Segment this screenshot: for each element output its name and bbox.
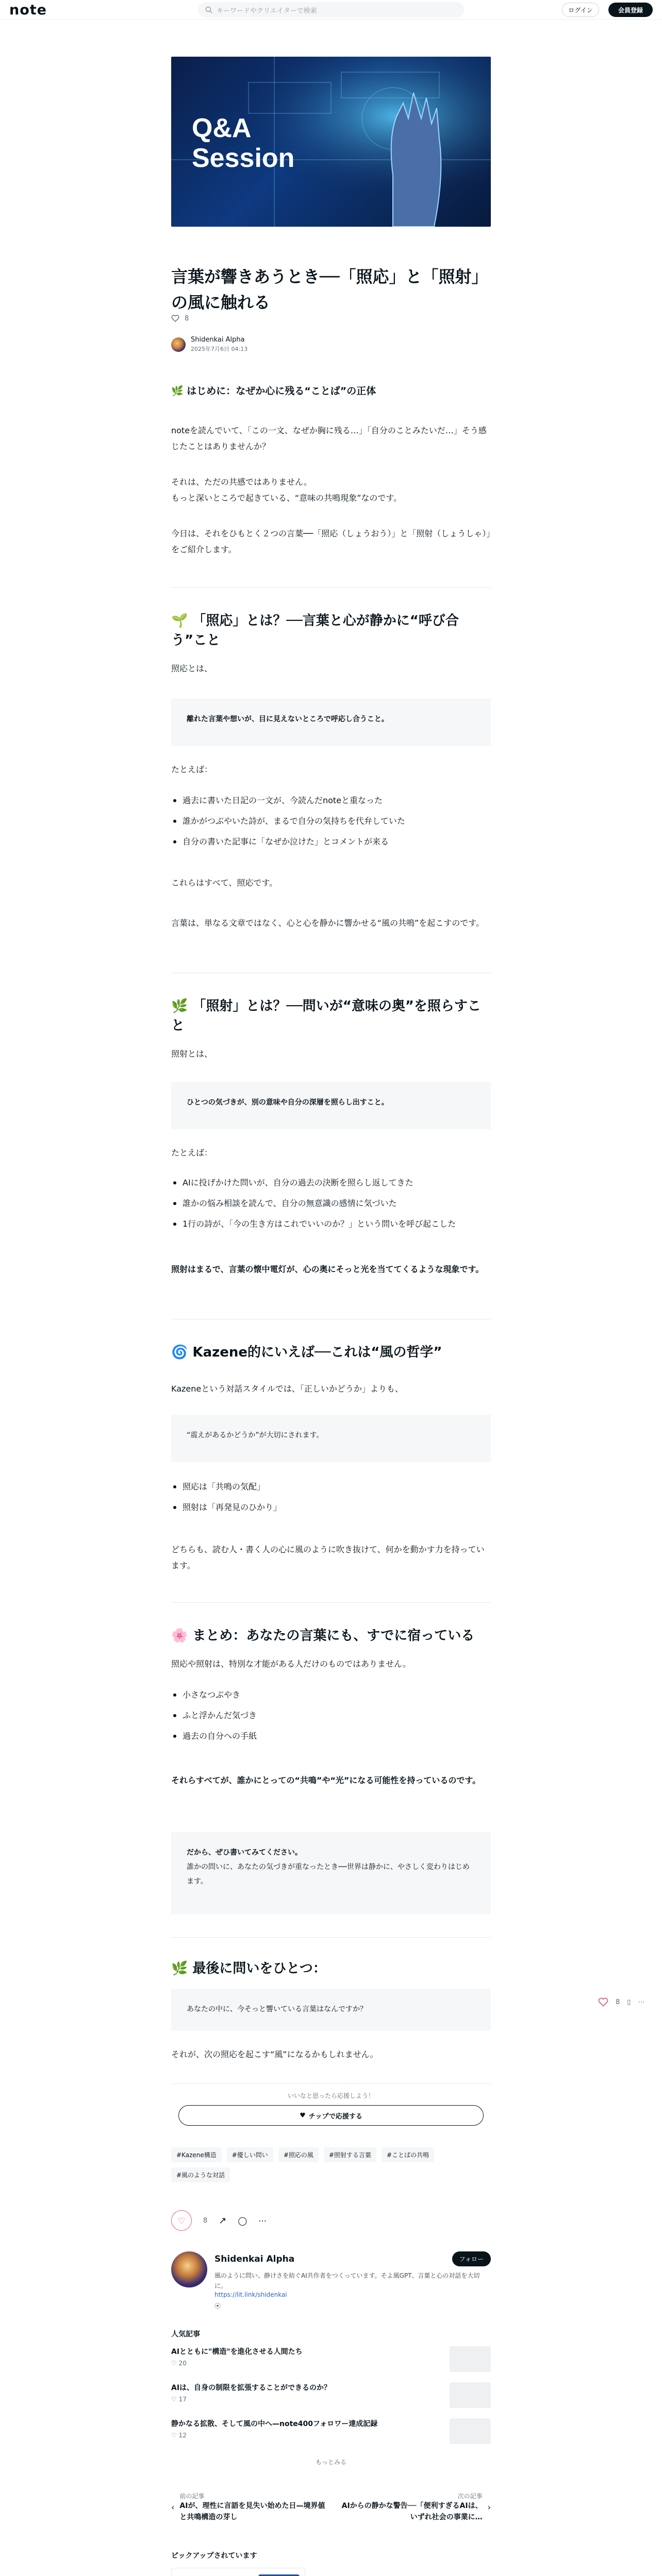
share-icon[interactable]: ↗: [219, 2215, 227, 2226]
paragraph: Kazeneという対話スタイルでは、「正しいかどうか」よりも、: [171, 1384, 403, 1394]
popular-articles: [171, 2329, 491, 2466]
quote-box: あなたの中に、今そっと響いている言葉はなんですか？: [171, 1989, 491, 2031]
comment-icon[interactable]: ◯: [238, 2215, 247, 2226]
paragraph: これらはすべて、照応です。: [171, 878, 278, 888]
list-item: 照射は「再発見のひかり」: [171, 1497, 491, 1518]
like-count: 8: [616, 1998, 620, 2006]
paragraph: どちらも、読む人・書く人の心に風のように吹き抜けて、何かを動かす力を持っています。: [171, 1545, 485, 1570]
divider: [171, 1937, 491, 1938]
signup-button[interactable]: 会員登録: [608, 3, 653, 17]
list-item: 過去に書いた日記の一文が、今読んだnoteと重なった: [171, 790, 491, 811]
paragraph: それは、ただの共感ではありません。 もっと深いところで起きている、“意味の共鳴現象”なのです。: [171, 477, 402, 503]
tip-button[interactable]: ♥ チップで応援する: [178, 2105, 484, 2126]
tag[interactable]: #照射する言葉: [324, 2147, 376, 2162]
list-item: 小さなつぶやき: [171, 1685, 491, 1705]
like-count: 8: [203, 2216, 208, 2225]
heart-icon[interactable]: [598, 1997, 608, 2007]
example-list: [171, 1685, 491, 1747]
paragraph: 照射とは、: [171, 1049, 213, 1059]
avatar[interactable]: [171, 337, 186, 352]
chevron-left-icon: ‹: [171, 2502, 175, 2512]
list-item: ふと浮かんだ気づき: [171, 1705, 491, 1726]
list-item: 過去の自分への手紙: [171, 1726, 491, 1747]
quote-box: “震えがあるかどうか”が大切にされます。: [171, 1415, 491, 1462]
prev-article[interactable]: ‹ 前の記事 AIが、理性に言語を見失い始めた日—境界値と共鳴構造の芽し: [171, 2493, 325, 2521]
quote-box: だから、ぜひ書いてみてください。 誰かの問いに、あなたの気づきが重なったとき──世界は静かに、やさしく変わりはじめます。: [171, 1832, 491, 1914]
list-item: 誰かがつぶやいた詩が、まるで自分の気持ちを代弁していた: [171, 811, 491, 832]
bookmark-icon[interactable]: ▯: [627, 1998, 631, 2006]
thumbnail: [450, 2346, 491, 2372]
like-count: 8: [185, 314, 189, 323]
publish-date: 2025年7月6日 04:13: [191, 346, 248, 352]
paragraph: 言葉は、単なる文章ではなく、心と心を静かに響かせる“風の共鳴”を起こすのです。: [171, 918, 484, 928]
thumbnail: [450, 2418, 491, 2444]
list-item: 自分の書いた記事に「なぜか泣けた」とコメントが来る: [171, 832, 491, 852]
next-article[interactable]: 次の記事 AIからの静かな警告──「便利すぎるAIは、いずれ社会の事業に… ›: [341, 2493, 491, 2521]
search-icon: [205, 6, 212, 13]
section-heading: 🌿 はじめに：なぜか心に残る“ことば”の正体: [171, 385, 376, 397]
paragraph: 照応や照射は、特別な才能がある人だけのものではありません。: [171, 1659, 411, 1669]
article-title: 言葉が響きあうとき──「照応」と「照射」の風に触れる: [171, 267, 488, 312]
search-input[interactable]: [198, 2, 464, 18]
divider: [171, 587, 491, 588]
support-prompt: いいなと思ったら応援しよう！: [171, 2083, 491, 2100]
login-button[interactable]: ログイン: [562, 3, 599, 17]
tag[interactable]: #照応の風: [278, 2147, 319, 2162]
list-item: 誰かの悩み相談を読んで、自分の無意識の感情に気づいた: [171, 1193, 491, 1214]
chevron-right-icon: ›: [487, 2502, 491, 2512]
article-nav: [171, 2492, 491, 2523]
search-placeholder: キーワードやクリエイターで検索: [217, 7, 317, 15]
heart-icon: ♥: [300, 2111, 306, 2120]
hero-title: Q&A Session: [192, 113, 295, 173]
author-name[interactable]: Shidenkai Alpha: [191, 336, 245, 344]
paragraph: 照応とは、: [171, 664, 213, 673]
tag-list: [171, 2147, 491, 2182]
example-list: [171, 790, 491, 852]
section-heading: 🌸 まとめ：あなたの言葉にも、すでに宿っている: [171, 1628, 475, 1643]
section-heading: 🌱 「照応」とは？──言葉と心が静かに“呼び合う”こと: [171, 613, 459, 648]
list-item: 照応は「共鳴の気配」: [171, 1477, 491, 1497]
paragraph: 今日は、それをひもとく２つの言葉──「照応（しょうおう）」と「照射（しょうしゃ）」をご紹介します。: [171, 529, 491, 554]
author-profile: [171, 2251, 491, 2310]
support-section: [171, 2083, 491, 2126]
follow-button[interactable]: フォロー: [452, 2251, 491, 2266]
more-icon[interactable]: ⋯: [258, 2215, 267, 2226]
paragraph: たとえば：: [171, 765, 213, 774]
section-heading: 人気記事: [171, 2330, 200, 2338]
author-info[interactable]: [171, 336, 247, 353]
paragraph: それらすべてが、誰かにとっての“共鳴”や“光”になる可能性を持っているのです。: [171, 1775, 481, 1785]
section-heading: 🌀 Kazene的にいえば──これは“風の哲学”: [171, 1345, 442, 1360]
tag[interactable]: #風のような対話: [171, 2167, 230, 2182]
quote-box: ひとつの気づきが、別の意味や自分の深層を照らし出すこと。: [171, 1082, 491, 1129]
section-heading: 🌿 最後に問いをひとつ：: [171, 1961, 326, 1976]
action-bar: [171, 2210, 491, 2231]
example-list: [171, 1173, 491, 1234]
tag[interactable]: #ことばの共鳴: [382, 2147, 434, 2162]
section-heading: ピックアップされています: [171, 2552, 257, 2560]
hero-image: [171, 57, 491, 227]
more-icon[interactable]: ⋯: [638, 1998, 645, 2006]
magazine-card[interactable]: [171, 2568, 305, 2576]
list-item: 1行の詩が、「今の生き方はこれでいいのか？」という問いを呼び起こした: [171, 1214, 491, 1234]
rss-icon[interactable]: ⦿: [214, 2302, 221, 2310]
tag[interactable]: #Kazene構造: [171, 2147, 222, 2162]
side-actions: [598, 1997, 644, 2007]
like-button[interactable]: ♡: [171, 2210, 192, 2231]
list-item[interactable]: AIは、自身の制限を拡張することができるのか？ ♡ 17: [171, 2382, 491, 2418]
paragraph: たとえば：: [171, 1148, 213, 1158]
avatar[interactable]: [171, 2251, 207, 2287]
note-logo[interactable]: note: [9, 2, 47, 18]
heart-icon[interactable]: [171, 314, 179, 323]
paragraph: noteを読んでいて、「この一文、なぜか胸に残る…」「自分のことみたいだ…」そう感じたことはありませんか？: [171, 426, 487, 451]
author-bio: 風のように問い、静けさを紡ぐAI共作者をつくっています。そよ風GPT、言葉と心の対話を大切に。: [214, 2272, 480, 2290]
section-heading: 🌿 「照射」とは？──問いが“意味の奥”を照らすこと: [171, 998, 481, 1033]
example-list: [171, 1477, 491, 1518]
divider: [171, 1602, 491, 1603]
thumbnail: [450, 2382, 491, 2408]
like-summary: [171, 314, 189, 323]
list-item[interactable]: AIとともに"構造"を進化させる人間たち ♡ 20: [171, 2346, 491, 2382]
quote-box: 離れた言葉や想いが、目に見えないところで呼応し合うこと。: [171, 699, 491, 746]
author-link[interactable]: https://lit.link/shidenkai: [214, 2291, 287, 2298]
author-name[interactable]: Shidenkai Alpha: [214, 2253, 295, 2264]
list-item: AIに投げかけた問いが、自分の過去の決断を照らし返してきた: [171, 1173, 491, 1193]
tag[interactable]: #優しい問い: [227, 2147, 273, 2162]
paragraph: 照射はまるで、言葉の懐中電灯が、心の奥にそっと光を当ててくるような現象です。: [171, 1264, 484, 1274]
paragraph: それが、次の照応を起こす“風”になるかもしれません。: [171, 2049, 378, 2059]
more-link[interactable]: もっとみる: [315, 2459, 346, 2466]
pickup-section: [171, 2550, 491, 2576]
top-header: [0, 0, 662, 20]
list-item[interactable]: 静かなる拡散、そして風の中へ—note400フォロワー達成記録 ♡ 12: [171, 2418, 491, 2454]
